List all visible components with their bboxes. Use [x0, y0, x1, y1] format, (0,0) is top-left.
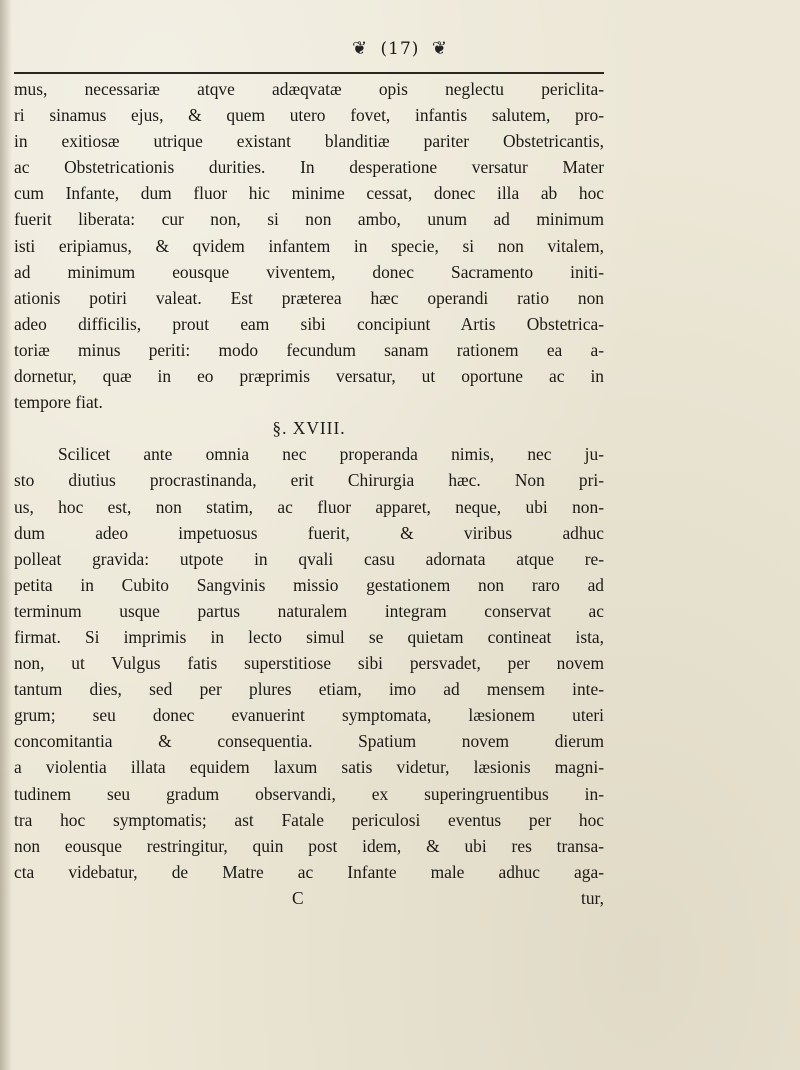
text-line: sto diutius procrastinanda, erit Chirurgia hæc. Non pri-: [14, 470, 604, 491]
header-rule: [14, 72, 604, 74]
text-line: in exitiosæ utrique existant blanditiæ pariter Obstetricantis,: [14, 131, 604, 152]
text-line: adeo difficilis, prout eam sibi concipiunt Artis Obstetrica-: [14, 313, 604, 334]
text-line: isti eripiamus, & qvidem infantem in specie, si non vitalem,: [14, 235, 604, 256]
text-line: ationis potiri valeat. Est præterea hæc operandi ratio non: [14, 287, 604, 308]
page-gutter-shadow: [0, 0, 12, 1070]
text-line: polleat gravida: utpote in qvali casu adornata atque re-: [14, 548, 604, 569]
page-header: [0, 38, 800, 59]
ornament-right-icon: ❦: [431, 38, 448, 59]
text-line: ac Obstetricationis durities. In desperatione versatur Mater: [14, 157, 604, 178]
text-line: concomitantia & consequentia. Spatium novem dierum: [14, 731, 604, 752]
text-line: a violentia illata equidem laxum satis videtur, læsionis magni-: [14, 757, 604, 778]
text-line: non eousque restringitur, quin post idem, & ubi res transa-: [14, 835, 604, 856]
body-text: [14, 76, 604, 911]
text-line: tra hoc symptomatis; ast Fatale periculosi eventus per hoc: [14, 809, 604, 830]
ornament-left-icon: ❦: [352, 38, 369, 59]
text-line: dornetur, quæ in eo præprimis versatur, ut oportune ac in: [14, 366, 604, 387]
text-line: grum; seu donec evanuerint symptomata, læsionem uteri: [14, 705, 604, 726]
signature-mark: C: [292, 887, 304, 908]
text-line: tudinem seu gradum observandi, ex superingruentibus in-: [14, 783, 604, 804]
text-line: mus, necessariæ atqve adæqvatæ opis neglectu periclita-: [14, 79, 604, 99]
text-line: dum adeo impetuosus fuerit, & viribus adhuc: [14, 522, 604, 543]
text-line: ad minimum eousque viventem, donec Sacramento initi-: [14, 261, 604, 282]
page-number: (17): [380, 39, 420, 59]
text-line: fuerit liberata: cur non, si non ambo, unum ad minimum: [14, 209, 604, 230]
paragraph-1: [14, 76, 604, 415]
text-line: petita in Cubito Sangvinis missio gestationem non raro ad: [14, 574, 604, 595]
text-line: firmat. Si imprimis in lecto simul se quietam contineat ista,: [14, 626, 604, 647]
text-line: cum Infante, dum fluor hic minime cessat, donec illa ab hoc: [14, 183, 604, 204]
text-line: us, hoc est, non statim, ac fluor apparet, neque, ubi non-: [14, 496, 604, 517]
page-footer: [14, 885, 604, 911]
text-line: tempore fiat.: [14, 392, 103, 413]
text-line: ri sinamus ejus, & quem utero fovet, infantis salutem, pro-: [14, 105, 604, 126]
text-line: terminum usque partus naturalem integram conservat ac: [14, 600, 604, 621]
text-line: Scilicet ante omnia nec properanda nimis, nec ju-: [58, 444, 604, 465]
text-line: cta videbatur, de Matre ac Infante male adhuc aga-: [14, 861, 604, 882]
text-line: non, ut Vulgus fatis superstitiose sibi persvadet, per novem: [14, 653, 604, 674]
text-line: tantum dies, sed per plures etiam, imo ad mensem inte-: [14, 679, 604, 700]
paragraph-2: [14, 441, 604, 885]
catchword: tur,: [581, 887, 604, 908]
section-heading: §. XVIII.: [272, 418, 346, 439]
text-line: toriæ minus periti: modo fecundum sanam rationem ea a-: [14, 339, 604, 360]
